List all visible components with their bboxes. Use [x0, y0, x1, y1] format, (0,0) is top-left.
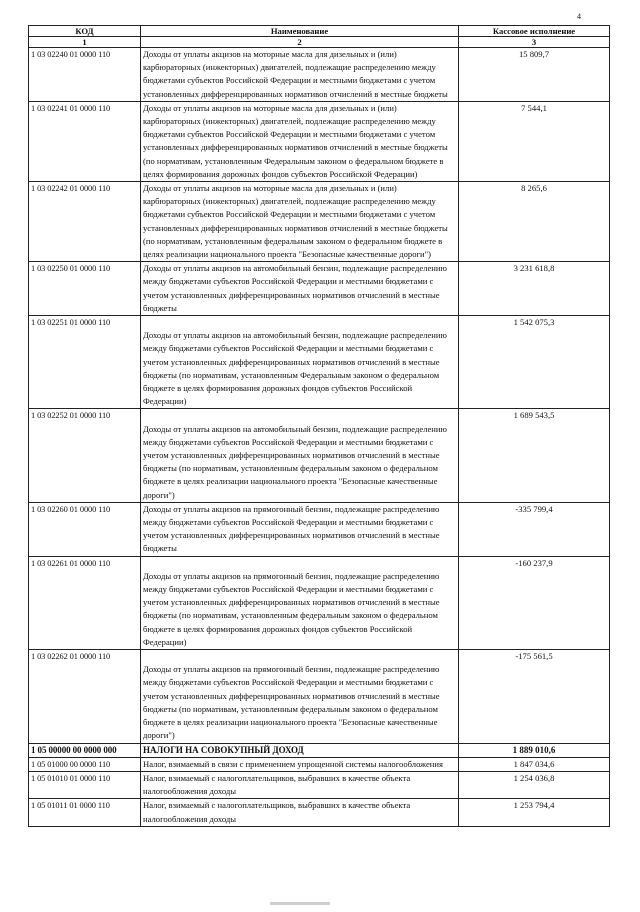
row-code: 1 05 01010 01 0000 110 — [29, 771, 141, 798]
row-name: Доходы от уплаты акцизов на автомобильный бензин, подлежащие распределению между бюджетами субъектов Российской Федерации и местными бюджетами с учетом установленных дифференцированных нормативов отчислений в местные бюджеты (по нормативам, установленным Федеральным законом о федеральном бюджете в целях формирования дорожных фондов субъектов Российской Федерации) — [143, 330, 447, 407]
row-code: 1 03 02260 01 0000 110 — [29, 502, 141, 556]
row-name: Доходы от уплаты акцизов на моторные масла для дизельных и (или) карбюраторных (инжекторных) двигателей, подлежащие распределению между бюджетами субъектов Российской Федерации и местными бюджетами с учетом установленных дифференцированных нормативов отчислений в местные бюджеты (по нормативам, установленным федеральным законом о федеральном бюджете в целях реализации национального проекта "Безопасные качественные дороги") — [141, 182, 459, 262]
budget-execution-table — [28, 25, 610, 827]
row-name: Налог, взимаемый с налогоплательщиков, выбравших в качестве объекта налогообложения доходы — [141, 799, 459, 826]
table-row — [29, 650, 610, 743]
row-amount: 1 889 010,6 — [459, 743, 610, 757]
row-name: Налог, взимаемый с налогоплательщиков, выбравших в качестве объекта налогообложения доходы — [141, 771, 459, 798]
row-code: 1 03 02242 01 0000 110 — [29, 182, 141, 262]
column-number-row — [29, 37, 610, 48]
row-amount: 1 847 034,6 — [459, 757, 610, 771]
row-amount: 8 265,6 — [459, 182, 610, 262]
header-amount: Кассовое исполнение — [459, 26, 610, 37]
row-amount: 3 231 618,8 — [459, 262, 610, 316]
row-name: Доходы от уплаты акцизов на прямогонный бензин, подлежащие распределению между бюджетами субъектов Российской Федерации и местными бюджетами с учетом установленных дифференцированных нормативов отчислений в местные бюджеты (по нормативам, установленным федеральным законом о федеральном бюджете в целях формирования дорожных фондов субъектов Российской Федерации) — [143, 570, 440, 647]
row-amount: 1 542 075,3 — [459, 316, 610, 409]
row-amount: -335 799,4 — [459, 502, 610, 556]
row-name: Доходы от уплаты акцизов на автомобильный бензин, подлежащие распределению между бюджетами субъектов Российской Федерации и местными бюджетами с учетом установленных дифференцированных нормативов отчислений в местные бюджеты — [141, 262, 459, 316]
row-code: 1 03 02251 01 0000 110 — [29, 316, 141, 409]
column-number-3: 3 — [459, 37, 610, 48]
header-name: Наименование — [141, 26, 459, 37]
row-amount: -175 561,5 — [459, 650, 610, 743]
row-name: Налог, взимаемый в связи с применением упрощенной системы налогообложения — [141, 757, 459, 771]
row-code: 1 05 01000 00 0000 110 — [29, 757, 141, 771]
row-amount: 1 253 794,4 — [459, 799, 610, 826]
row-amount: 1 254 036,8 — [459, 771, 610, 798]
row-name: Доходы от уплаты акцизов на прямогонный бензин, подлежащие распределению между бюджетами субъектов Российской Федерации и местными бюджетами с учетом установленных дифференцированных нормативов отчислений в местные бюджеты — [141, 502, 459, 556]
row-name: Доходы от уплаты акцизов на прямогонный бензин, подлежащие распределению между бюджетами субъектов Российской Федерации и местными бюджетами с учетом установленных дифференцированных нормативов отчислений в местные бюджеты (по нормативам, установленным федеральным законом о федеральном бюджете в целях реализации национального проекта "Безопасные качественные дороги") — [143, 664, 440, 741]
row-code: 1 03 02240 01 0000 110 — [29, 48, 141, 102]
table-row — [29, 409, 610, 502]
table-row — [29, 101, 610, 181]
scan-artifact-mark — [270, 902, 330, 905]
table-row — [29, 316, 610, 409]
row-name-cell — [141, 650, 459, 743]
table-row — [29, 757, 610, 771]
row-code: 1 03 02252 01 0000 110 — [29, 409, 141, 502]
row-code: 1 03 02262 01 0000 110 — [29, 650, 141, 743]
table-row — [29, 262, 610, 316]
row-name: Доходы от уплаты акцизов на моторные масла для дизельных и (или) карбюраторных (инжекторных) двигателей, подлежащие распределению между бюджетами субъектов Российской Федерации и местными бюджетами с учетом установленных дифференцированных нормативов отчислений в местные бюджеты — [141, 48, 459, 102]
table-row — [29, 556, 610, 649]
row-name-cell — [141, 409, 459, 502]
row-name-cell — [141, 316, 459, 409]
row-amount: -160 237,9 — [459, 556, 610, 649]
row-code: 1 03 02250 01 0000 110 — [29, 262, 141, 316]
row-amount: 7 544,1 — [459, 101, 610, 181]
row-code: 1 03 02261 01 0000 110 — [29, 556, 141, 649]
table-header-row — [29, 26, 610, 37]
table-row — [29, 771, 610, 798]
header-code: КОД — [29, 26, 141, 37]
table-row — [29, 182, 610, 262]
table-row-total — [29, 743, 610, 757]
table-row — [29, 48, 610, 102]
row-name: Доходы от уплаты акцизов на автомобильный бензин, подлежащие распределению между бюджетами субъектов Российской Федерации и местными бюджетами с учетом установленных дифференцированных нормативов отчислений в местные бюджеты (по нормативам, установленным федеральным законом о федеральном бюджете в целях реализации национального проекта "Безопасные качественные дороги") — [143, 423, 447, 500]
column-number-2: 2 — [141, 37, 459, 48]
page-number: 4 — [577, 12, 581, 21]
row-code: 1 05 00000 00 0000 000 — [29, 743, 141, 757]
row-name: Доходы от уплаты акцизов на моторные масла для дизельных и (или) карбюраторных (инжекторных) двигателей, подлежащие распределению между бюджетами субъектов Российской Федерации и местными бюджетами с учетом установленных дифференцированных нормативов отчислений в местные бюджеты (по нормативам, установленным Федеральным законом о федеральном бюджете в целях формирования дорожных фондов субъектов Российской Федерации) — [141, 101, 459, 181]
row-amount: 15 809,7 — [459, 48, 610, 102]
table-row — [29, 502, 610, 556]
row-amount: 1 689 543,5 — [459, 409, 610, 502]
row-name: НАЛОГИ НА СОВОКУПНЫЙ ДОХОД — [141, 743, 459, 757]
table-row — [29, 799, 610, 826]
row-name-cell — [141, 556, 459, 649]
row-code: 1 03 02241 01 0000 110 — [29, 101, 141, 181]
column-number-1: 1 — [29, 37, 141, 48]
row-code: 1 05 01011 01 0000 110 — [29, 799, 141, 826]
